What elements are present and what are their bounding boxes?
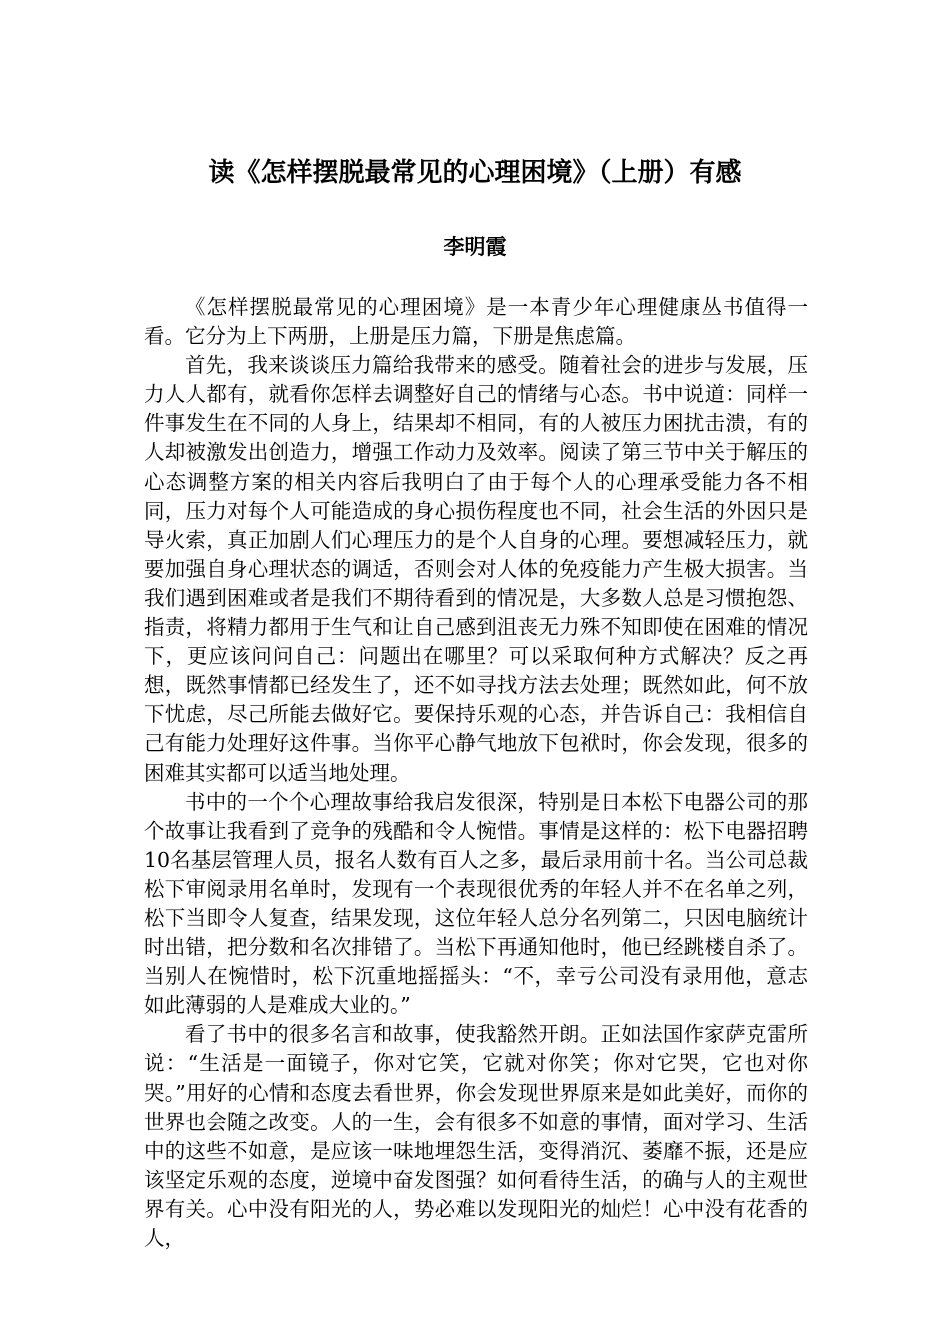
document-body (144, 293, 808, 1253)
body-paragraph-3: 书中的一个个心理故事给我启发很深，特别是日本松下电器公司的那个故事让我看到了竞争的残酷和令人惋惜。事情是这样的：松下电器招聘10名基层管理人员，报名人数有百人之多，最后录用前十名。当公司总裁松下审阅录用名单时，发现有一个表现很优秀的年轻人并不在名单之列，松下当即令人复查，结果发现，这位年轻人总分名列第二，只因电脑统计时出错，把分数和名次排错了。当松下再通知他时，他已经跳楼自杀了。当别人在惋惜时，松下沉重地摇摇头：“不，幸亏公司没有录用他，意志如此薄弱的人是难成大业的。” (144, 789, 808, 1018)
body-paragraph-4: 看了书中的很多名言和故事，使我豁然开朗。正如法国作家萨克雷所说：“生活是一面镜子，你对它笑，它就对你笑；你对它哭，它也对你哭。”用好的心情和态度去看世界，你会发现世界原来是如此美好，而你的世界也会随之改变。人的一生，会有很多不如意的事情，面对学习、生活中的这些不如意，是应该一味地埋怨生活，变得消沉、萎靡不振，还是应该坚定乐观的态度，逆境中奋发图强？如何看待生活，的确与人的主观世界有关。心中没有阳光的人，势必难以发现阳光的灿烂！心中没有花香的人， (144, 1022, 808, 1250)
body-paragraph-2: 首先，我来谈谈压力篇给我带来的感受。随着社会的进步与发展，压力人人都有，就看你怎样去调整好自己的情绪与心态。书中说道：同样一件事发生在不同的人身上，结果却不相同，有的人被压力困扰击溃，有的人却被激发出创造力，增强工作动力及效率。阅读了第三节中关于解压的心态调整方案的相关内容后我明白了由于每个人的心理承受能力各不相同，压力对每个人可能造成的身心损伤程度也不同，社会生活的外因只是导火索，真正加剧人们心理压力的是个人自身的心理。要想减轻压力，就要加强自身心理状态的调适，否则会对人体的免疫能力产生极大损害。当我们遇到困难或者是我们不期待看到的情况是，大多数人总是习惯抱怨、指责，将精力都用于生气和让自己感到沮丧无力殊不知即使在困难的情况下，更应该问问自己：问题出在哪里？可以采取何种方式解决？反之再想，既然事情都已经发生了，还不如寻找方法去处理；既然如此，何不放下忧虑，尽己所能去做好它。要保持乐观的心态，并告诉自己：我相信自己有能力处理好这件事。当你平心静气地放下包袱时，你会发现，很多的困难其实都可以适当地处理。 (144, 353, 808, 785)
body-paragraph-1: 《怎样摆脱最常见的心理困境》是一本青少年心理健康丛书值得一看。它分为上下两册，上册是压力篇，下册是焦虑篇。 (144, 295, 808, 349)
document-title: 读《怎样摆脱最常见的心理困境》（上册）有感 (208, 158, 742, 188)
document-author: 李明霞 (443, 235, 507, 259)
